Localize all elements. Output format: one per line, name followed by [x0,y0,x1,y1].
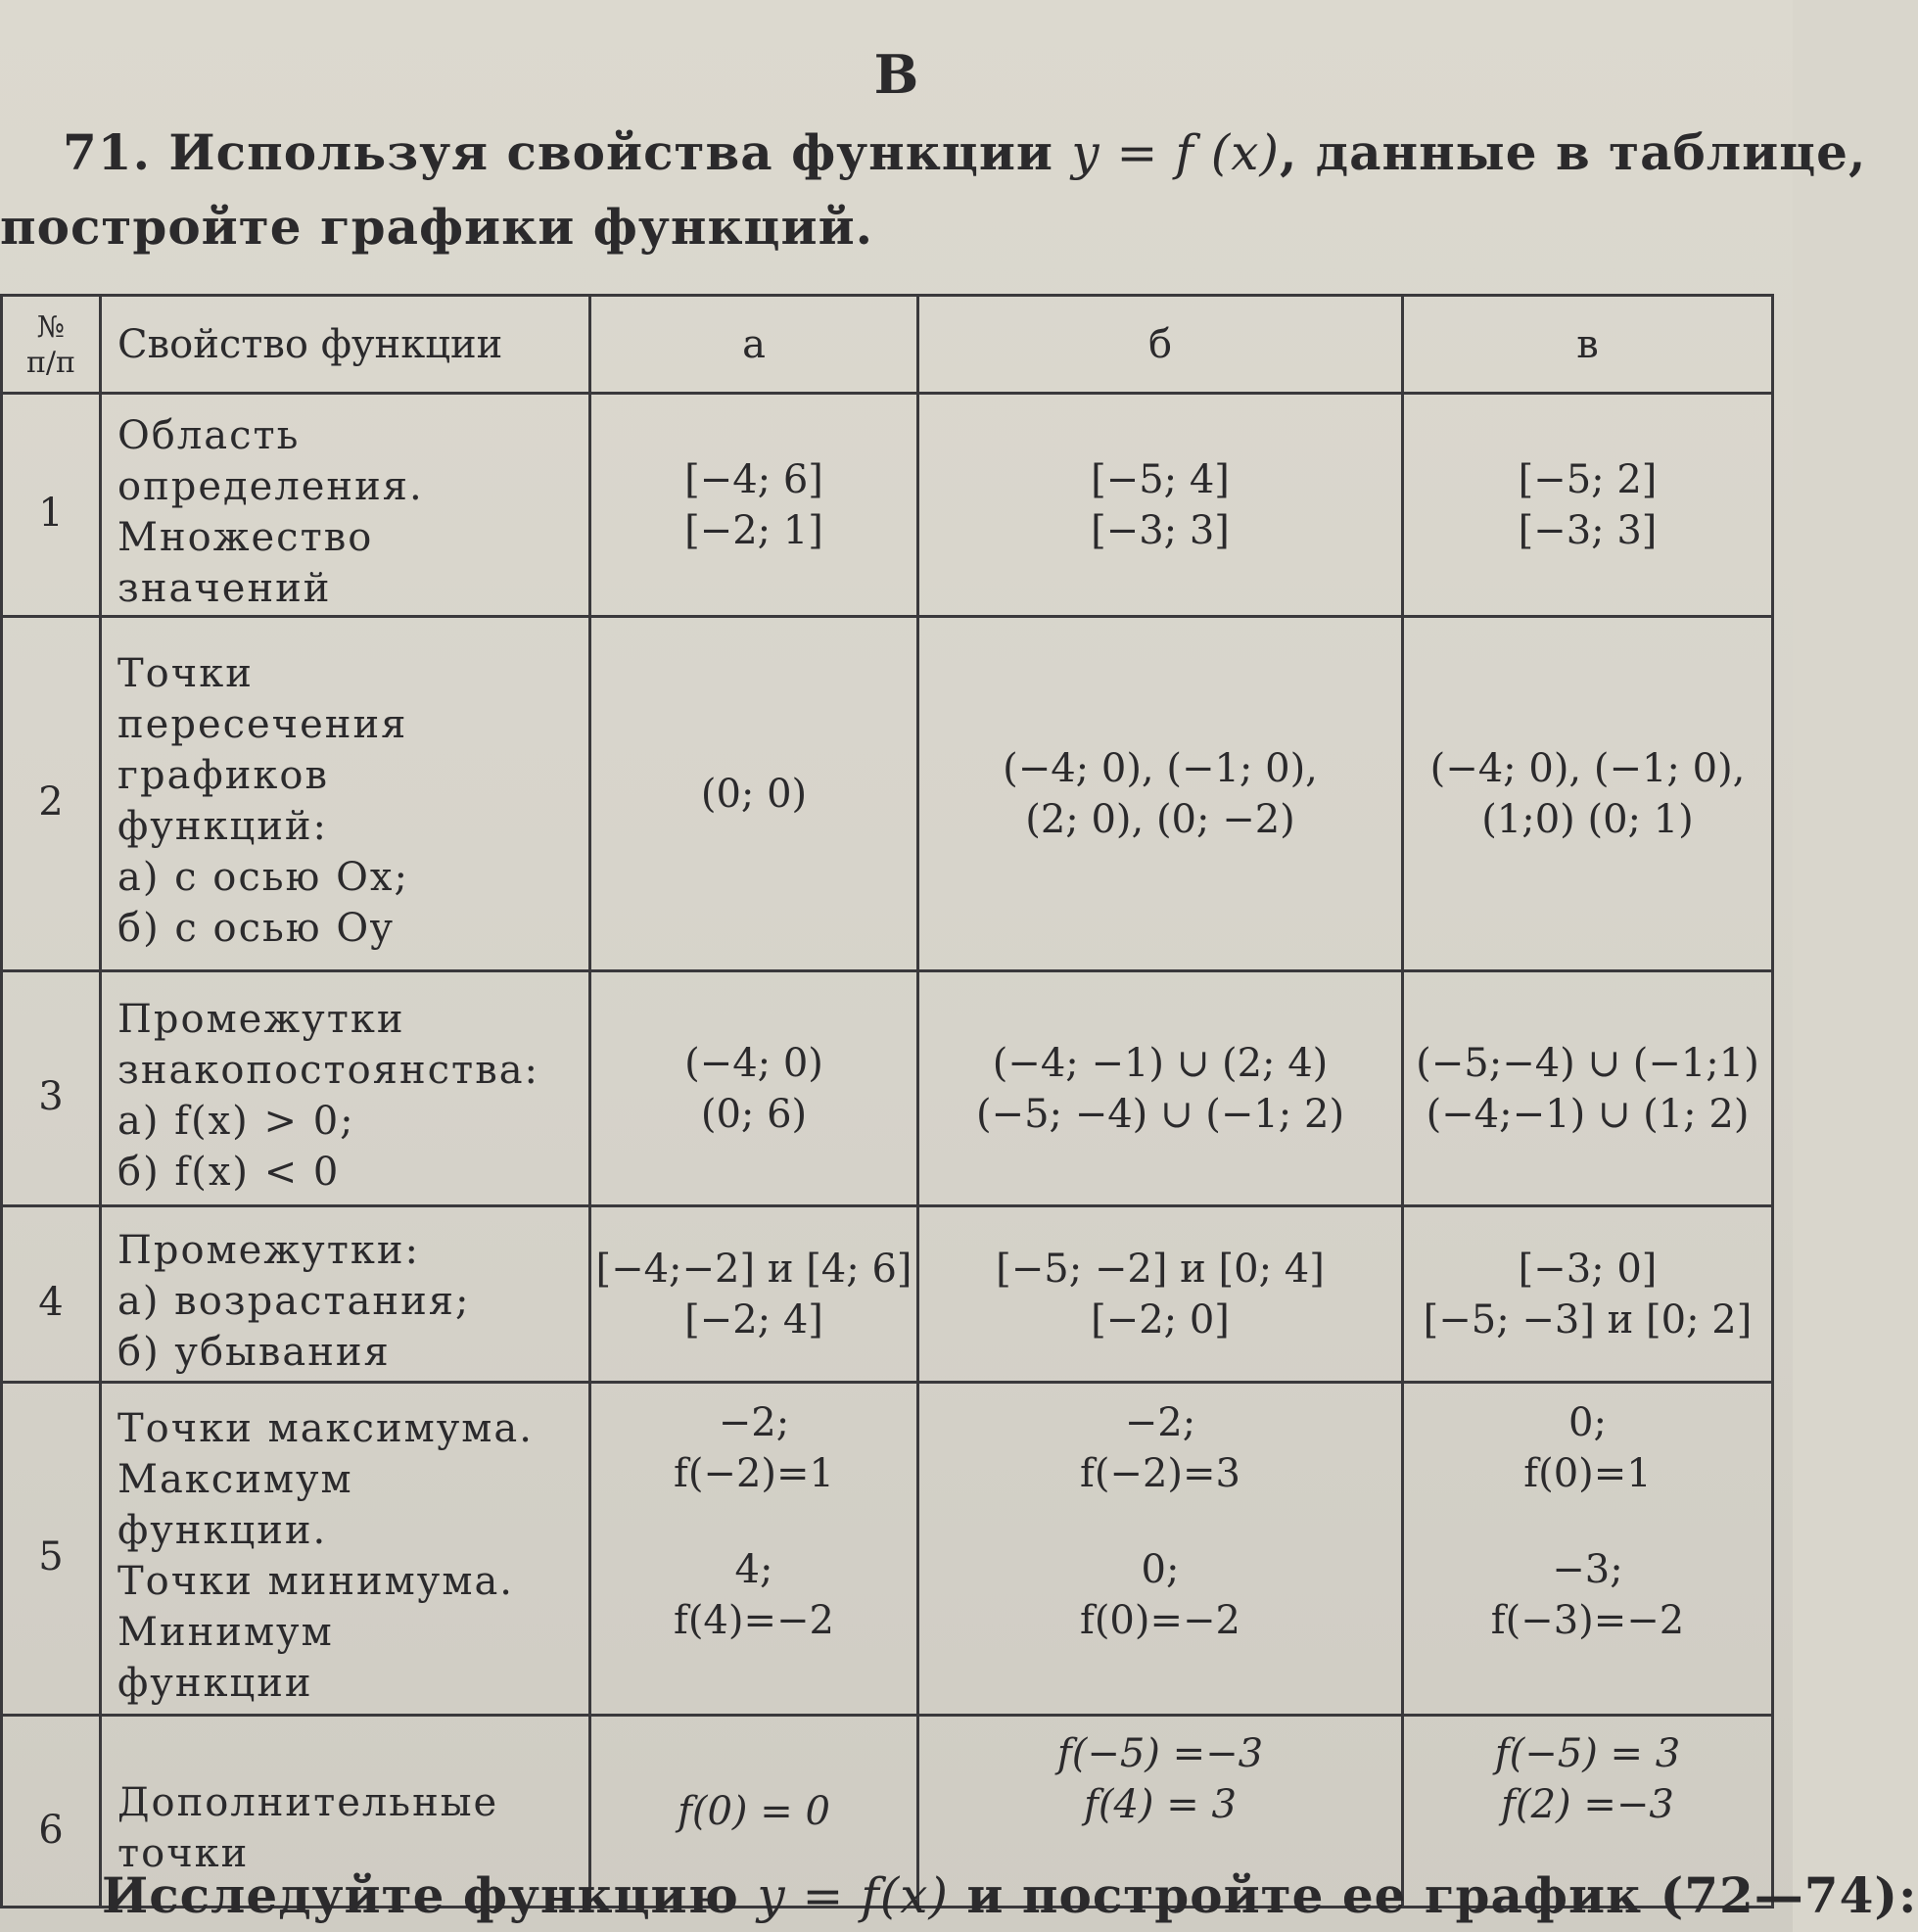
value-line: [−5; −2] и [0; 4] [996,1246,1325,1292]
value-line: (−4; −1) ∪ (2; 4) [992,1040,1329,1086]
cell-v [1403,617,1773,971]
row-property [101,1383,590,1716]
spacer [920,1499,1400,1544]
value-line: (−5;−4) ∪ (−1;1) [1416,1040,1759,1086]
property-line: а) с осью Ox; [117,855,409,900]
value-line: f(−2)=1 [674,1451,834,1496]
task-number: 71 [63,123,133,181]
cell-a [590,617,918,971]
value-line: [−2; 0] [1091,1296,1230,1343]
row-property [101,971,590,1206]
property-line: Промежутки: [117,1228,420,1273]
row-property [101,1206,590,1383]
table-row [2,1383,1773,1716]
value-line: [−5; 2] [1518,456,1658,502]
property-line: Точки [117,651,254,696]
table-row [2,617,1773,971]
property-line: пересечения [117,702,408,747]
footer-text-after: и постройте ее график (72—74): [948,1866,1918,1924]
value-line: [−2; 1] [684,507,823,553]
row-number: 1 [2,394,101,617]
value-line: f(4) = 3 [1084,1782,1237,1827]
row-number: 2 [2,617,101,971]
header-property: Свойство функции [101,296,590,394]
value-line: (0; 0) [700,771,808,817]
property-line: Точки минимума. [117,1559,514,1604]
value-line: [−2; 4] [684,1296,823,1343]
value-line: [−3; 3] [1518,507,1658,553]
property-line: Максимум [117,1457,353,1502]
value-line: (−4;−1) ∪ (1; 2) [1426,1091,1750,1137]
value-line: f(−2)=3 [1080,1451,1240,1496]
row-number: 5 [2,1383,101,1716]
cell-a [590,1206,918,1383]
cell-v [1403,1206,1773,1383]
property-line: функции. [117,1508,328,1553]
value-line: [−5; 4] [1091,456,1230,502]
cell-v [1403,394,1773,617]
row-number: 3 [2,971,101,1206]
cell-a [590,1383,918,1716]
value-line: (−5; −4) ∪ (−1; 2) [975,1091,1345,1137]
value-line: (−4; 0), (−1; 0), [1429,745,1746,791]
header-column-a: а [590,296,918,394]
value-line: −3; [1552,1547,1623,1592]
row-property [101,394,590,617]
value-line: (0; 6) [700,1091,808,1137]
row-property [101,617,590,971]
header-column-v: в [1403,296,1773,394]
property-line: функций: [117,804,329,849]
cell-b [918,617,1403,971]
next-task-heading [102,1866,1918,1924]
property-line: б) убывания [117,1330,391,1375]
property-line: Точки максимума. [117,1406,534,1451]
property-line: знакопостоянства: [117,1048,540,1093]
value-line: f(0)=1 [1523,1451,1652,1496]
footer-text-before: Исследуйте функцию [102,1866,758,1924]
task-text-after: , данные в таблице, [1279,123,1867,181]
property-line: Область определения. [117,413,424,509]
property-line: б) с осью Oy [117,906,395,951]
value-line: (−4; 0) [684,1040,823,1086]
property-line: а) возрастания; [117,1279,471,1324]
task-line-2: постройте графики функций. [0,198,874,256]
row-number: 6 [2,1716,101,1908]
task-text-before: . Используя свойства функции [132,123,1072,181]
value-line: f(−5) = 3 [1494,1731,1681,1776]
property-line: а) f(x) > 0; [117,1099,355,1144]
value-line: f(4)=−2 [674,1598,834,1643]
value-line: −2; [718,1400,790,1445]
value-line: [−3; 0] [1518,1246,1658,1292]
cell-v [1403,971,1773,1206]
task-function: y = f (x) [1071,124,1280,181]
value-line: (1;0) (0; 1) [1481,796,1694,842]
property-line: точки [117,1831,250,1876]
table-row [2,971,1773,1206]
header-number [2,296,101,394]
spacer [592,1499,915,1544]
cell-v [1403,1383,1773,1716]
footer-function: y = f(x) [757,1867,949,1924]
table-row [2,394,1773,617]
value-line: f(−3)=−2 [1490,1598,1685,1643]
property-line: графиков [117,753,329,798]
value-line: [−4;−2] и [4; 6] [595,1246,912,1292]
property-line: Минимум [117,1610,334,1655]
value-line: [−3; 3] [1091,507,1230,553]
value-line: [−4; 6] [684,456,823,502]
header-number-line: п/п [25,346,76,380]
header-column-b: б [918,296,1403,394]
value-line: (2; 0), (0; −2) [1025,796,1295,842]
value-line: 4; [734,1547,773,1592]
table-header-row [2,296,1773,394]
task-statement [0,116,1867,264]
value-line: f(0)=−2 [1080,1598,1240,1643]
cell-b [918,394,1403,617]
property-line: б) f(x) < 0 [117,1150,341,1195]
row-number: 4 [2,1206,101,1383]
property-line: Дополнительные [117,1780,499,1825]
property-line: Промежутки [117,997,405,1042]
cell-b [918,1383,1403,1716]
spacer [1405,1499,1770,1544]
properties-table [0,294,1774,1908]
property-line: функции [117,1661,313,1706]
cell-b [918,1206,1403,1383]
value-line: f(−5) =−3 [1056,1731,1264,1776]
cell-a [590,394,918,617]
task-line-1 [0,116,1867,190]
value-line: (−4; 0), (−1; 0), [1003,745,1318,791]
value-line: 0; [1568,1400,1607,1445]
table-row [2,1206,1773,1383]
cell-a [590,971,918,1206]
value-line: −2; [1124,1400,1196,1445]
section-letter: В [873,43,919,106]
value-line: f(0) = 0 [678,1788,830,1834]
value-line: f(2) =−3 [1501,1782,1674,1827]
header-number-line: № [36,310,66,345]
value-line: [−5; −3] и [0; 2] [1423,1296,1753,1343]
cell-b [918,971,1403,1206]
property-line: Множество значений [117,515,374,611]
value-line: 0; [1141,1547,1180,1592]
